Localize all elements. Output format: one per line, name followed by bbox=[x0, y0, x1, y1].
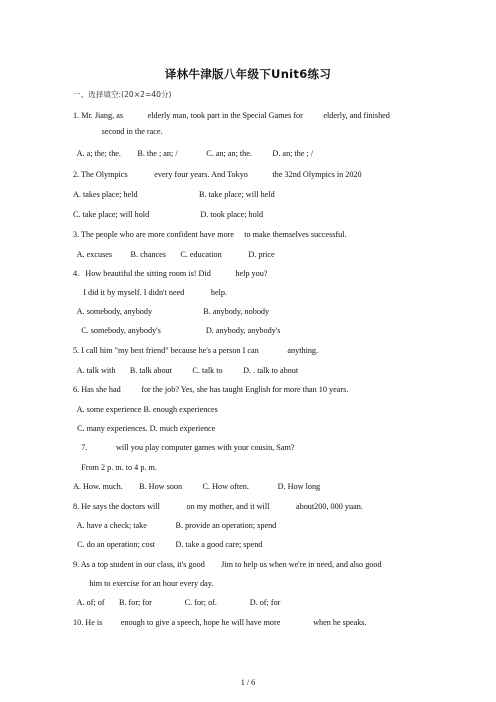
q1-stem: 1. Mr. Jiang, as elderly man, took part in the Special Games for elderly, and finished bbox=[73, 111, 390, 120]
page-title: 译林牛津版八年级下Unit6练习 bbox=[164, 67, 332, 81]
q7-stem: 7. will you play computer games with your cousin, Sam? bbox=[73, 443, 295, 452]
q3-stem: 3. The people who are more confident have more to make themselves successful. bbox=[73, 230, 347, 239]
q6-options-ab: A. some experience B. enough experiences bbox=[73, 405, 218, 414]
q9-options: A. of; of B. for; for C. for; of. D. of; for bbox=[73, 598, 281, 607]
q9-stem-cont: him to exercise for an hour every day. bbox=[73, 579, 214, 588]
q5-stem: 5. I call him "my best friend" because he's a person I can anything. bbox=[73, 346, 319, 355]
q2-options-ab: A. takes place; held B. take place; will held bbox=[73, 190, 275, 199]
q2-options-cd: C. take place; will hold D. took place; hold bbox=[73, 210, 264, 219]
q8-options-cd: C. do an operation; cost D. take a good care; spend bbox=[73, 540, 263, 549]
q6-stem: 6. Has she had for the job? Yes, she has taught English for more than 10 years. bbox=[73, 385, 349, 394]
q4-stem-cont: I did it by myself. I didn't need help. bbox=[73, 288, 228, 297]
q4-stem: 4. How beautiful the sitting room is! Did help you? bbox=[73, 269, 268, 278]
q10-stem: 10. He is enough to give a speech, hope he will have more when he speaks. bbox=[73, 618, 367, 627]
q8-stem: 8. He says the doctors will on my mother, and it will about200, 000 yuan. bbox=[73, 502, 363, 511]
q1-stem-cont: second in the race. bbox=[73, 127, 163, 136]
q8-options-ab: A. have a check; take B. provide an operation; spend bbox=[73, 521, 277, 530]
q1-options: A. a; the; the. B. the ; an; / C. an; an; the. D. an; the ; / bbox=[73, 149, 314, 158]
q5-options: A. talk with B. talk about C. talk to D. . talk to about bbox=[73, 366, 299, 375]
q6-options-cd: C. many experiences. D. much experience bbox=[73, 424, 216, 433]
q7-options: A. How. much. B. How soon C. How often. D. How long bbox=[73, 482, 321, 491]
page-number: 1 / 6 bbox=[240, 678, 256, 687]
q9-stem: 9. As a top student in our class, it's good Jim to help us when we're in need, and also good bbox=[73, 560, 382, 569]
q7-answer: From 2 p. m. to 4 p. m. bbox=[73, 463, 157, 472]
q4-options-cd: C. somebody, anybody's D. anybody, anybody's bbox=[73, 326, 281, 335]
section-heading: 一、选择填空:(20×2=40分) bbox=[73, 90, 172, 99]
q2-stem: 2. The Olympics every four years. And Tokyo the 32nd Olympics in 2020 bbox=[73, 170, 362, 179]
q3-options: A. excuses B. chances C. education D. price bbox=[73, 250, 275, 259]
q4-options-ab: A. somebody, anybody B. anybody, nobody bbox=[73, 307, 270, 316]
